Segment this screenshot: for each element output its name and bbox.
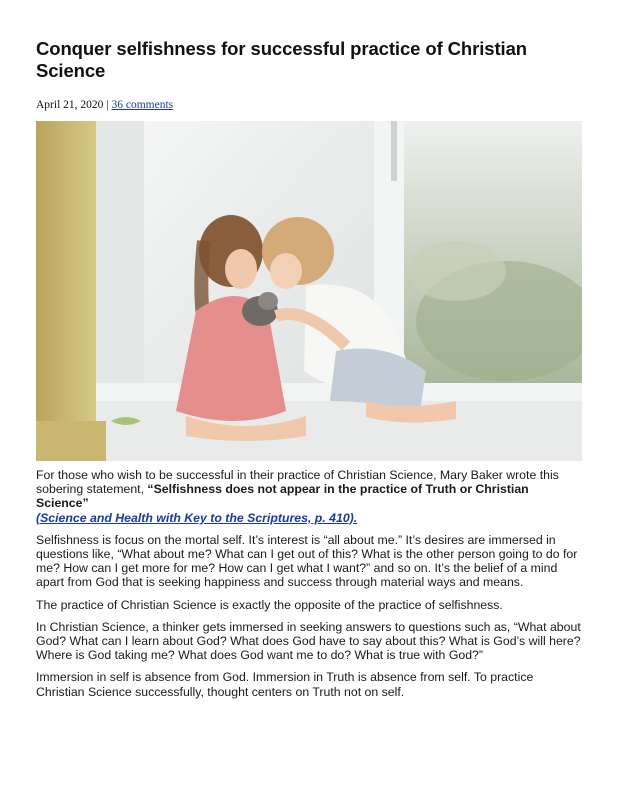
children-at-window-illustration — [36, 121, 582, 461]
article-meta — [36, 99, 582, 111]
article — [36, 38, 582, 707]
article-body — [36, 468, 582, 699]
body-paragraph: The practice of Christian Science is exactly the opposite of the practice of selfishness. — [36, 597, 503, 612]
body-paragraph: Immersion in self is absence from God. Immersion in Truth is absence from self. To practice Christian Science successfully, thought centers on Truth not on self. — [36, 670, 534, 699]
intro-text: For those who wish to be successful in their practice of Christian Science, Mary Baker wrote this sobering statement, — [36, 468, 559, 497]
quote-text: “Selfishness does not appear in the practice of Truth or Christian Science” — [36, 482, 529, 511]
publish-date: April 21, 2020 — [36, 99, 104, 111]
hero-image — [36, 121, 582, 461]
body-paragraph: In Christian Science, a thinker gets immersed in seeking answers to questions such as, “What about God? What can I learn about God? What does God have to say about this? What is God’s will here? Where is God taking me? What does God want me to do? What is true with God?” — [36, 619, 581, 663]
comments-link[interactable]: 36 comments — [111, 99, 174, 111]
intro-paragraph — [36, 468, 582, 525]
body-paragraph: Selfishness is focus on the mortal self. It’s interest is “all about me.” It’s desires are immersed in questions like, “What about me? What can I get out of this? What is the other person going to do for me? How can I get more for me? How can I get what I want?” and so on. It’s the belief of a mind apart from God that is seeking happiness and success through material ways and means. — [36, 532, 578, 590]
meta-separator: | — [106, 99, 109, 111]
article-title: Conquer selfishness for successful practice of Christian Science — [36, 38, 527, 81]
citation-link[interactable]: (Science and Health with Key to the Scriptures, p. 410). — [36, 510, 358, 525]
